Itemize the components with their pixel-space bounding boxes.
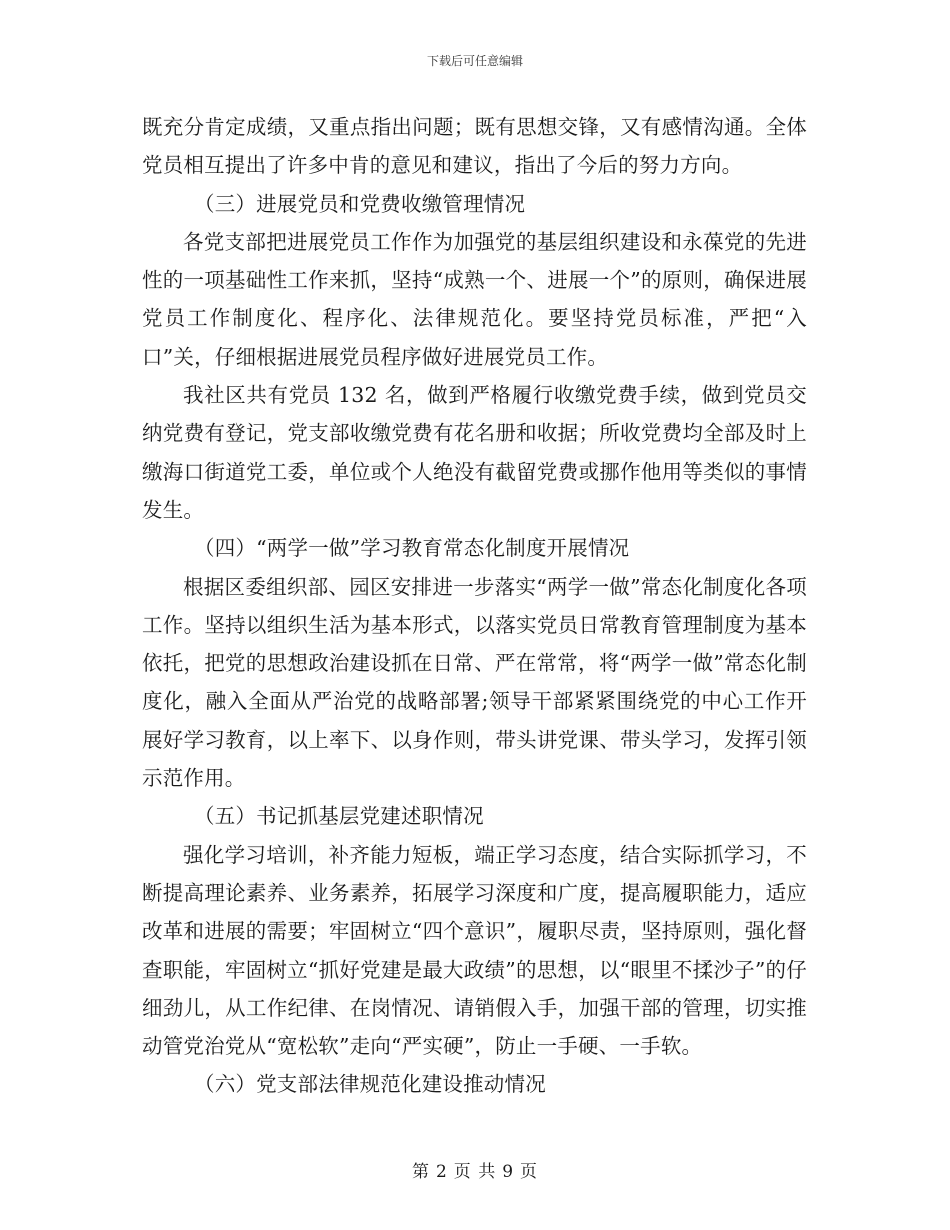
section-heading-6: （六）党支部法律规范化建设推动情况 [194, 1072, 546, 1097]
page-header: 下载后可任意编辑 [426, 54, 523, 68]
section-heading-4: （四）“两学一做”学习教育常态化制度开展情况 [194, 536, 630, 561]
paragraph: 根据区委组织部、园区安排进一步落实“两学一做”常态化制度化各项工作。坚持以组织生活为基本形式，以落实党员日常教育管理制度为基本依托，把党的思想政治建设抓在日常、严在常常，将“两学一做”常态化制度化，融入全面从严治党的战略部署;领导干部紧紧围绕党的中心工作开展好学习教育，以上率下、以身作则，带头讲党课、带头学习，发挥引领示范作用。 [142, 574, 807, 791]
footer-total-pages: 9 [502, 1162, 515, 1182]
paragraph: 强化学习培训，补齐能力短板，端正学习态度，结合实际抓学习，不断提高理论素养、业务素养，拓展学习深度和广度，提高履职能力，适应改革和进展的需要；牢固树立“四个意识”，履职尽责，坚持原则，强化督查职能，牢固树立“抓好党建是最大政绩”的思想，以“眼里不揉沙子”的仔细劲儿，从工作纪律、在岗情况、请销假入手，加强干部的管理，切实推动管党治党从“宽松软”走向“严实硬”，防止一手硬、一手软。 [142, 842, 807, 1059]
section-heading-3: （三）进展党员和党费收缴管理情况 [194, 191, 526, 216]
paragraph: 各党支部把进展党员工作作为加强党的基层组织建设和永葆党的先进性的一项基础性工作来抓，坚持“成熟一个、进展一个”的原则，确保进展党员工作制度化、程序化、法律规范化。要坚持党员标准，严把“入口”关，仔细根据进展党员程序做好进展党员工作。 [142, 229, 807, 369]
page-footer [0, 1157, 950, 1182]
footer-suffix: 页 [520, 1162, 539, 1182]
footer-middle: 页 共 [453, 1162, 497, 1182]
document-body [142, 108, 807, 1104]
footer-current-page: 2 [435, 1162, 448, 1182]
paragraph-continuation: 既充分肯定成绩，又重点指出问题；既有思想交锋，又有感情沟通。全体党员相互提出了许多中肯的意见和建议，指出了今后的努力方向。 [142, 115, 807, 178]
footer-prefix: 第 [411, 1162, 430, 1182]
paragraph: 我社区共有党员 132 名，做到严格履行收缴党费手续，做到党员交纳党费有登记，党支部收缴党费有花名册和收据；所收党费均全部及时上缴海口街道党工委，单位或个人绝没有截留党费或挪作他用等类似的事情发生。 [142, 383, 807, 522]
section-heading-5: （五）书记抓基层党建述职情况 [194, 804, 484, 829]
